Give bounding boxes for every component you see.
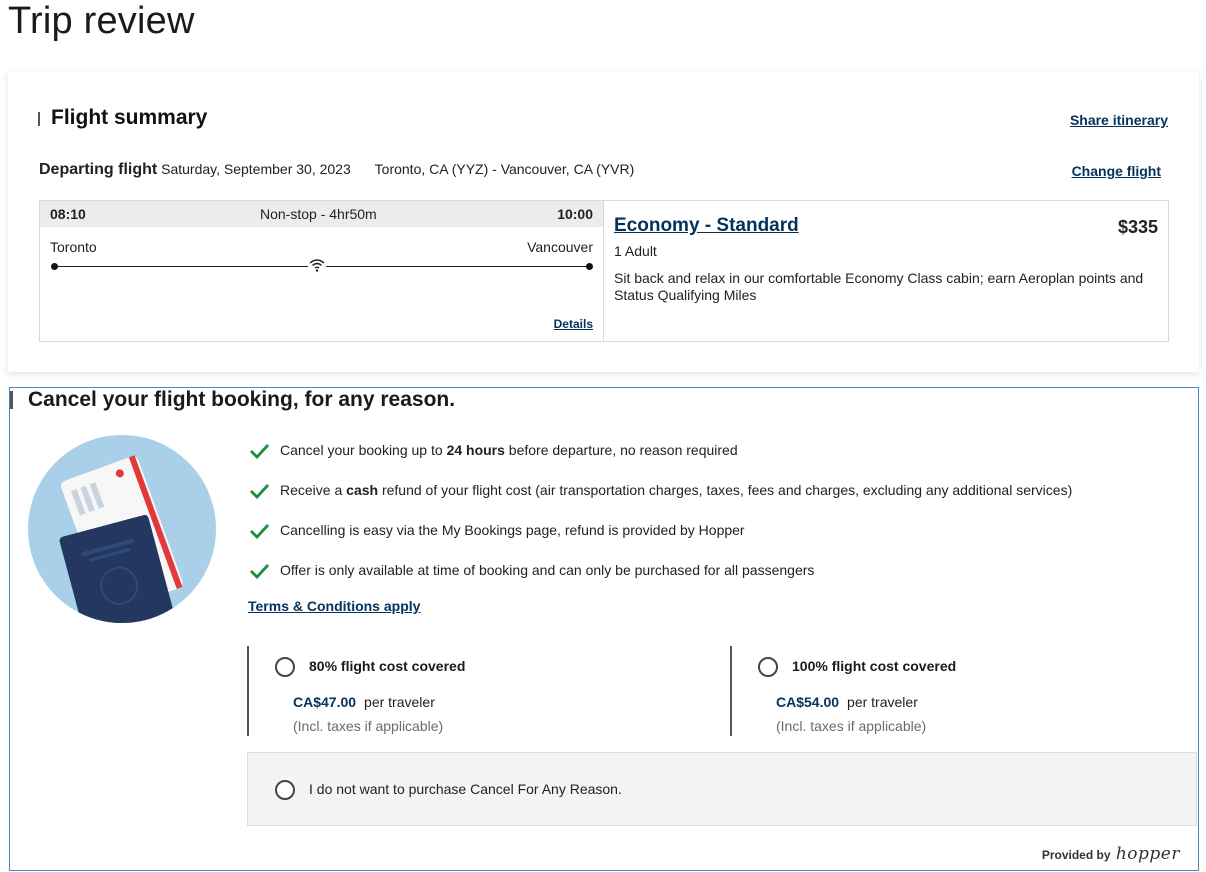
provided-by: [1042, 844, 1180, 864]
wifi-icon: [308, 257, 326, 273]
hopper-logo: hopper: [1115, 844, 1180, 864]
departure-time: 08:10: [50, 206, 86, 222]
check-icon: [248, 522, 270, 540]
option-amount: CA$54.00: [776, 694, 840, 710]
departing-flight-line: [39, 161, 634, 179]
benefit-item: [248, 560, 1072, 600]
change-flight-link[interactable]: Change flight: [1071, 163, 1161, 179]
destination-dot: [586, 263, 593, 270]
benefit-text: Receive a cash refund of your flight cost (air transportation charges, taxes, fees and charges, excluding any additional services): [280, 482, 1073, 498]
option-note: (Incl. taxes if applicable): [293, 718, 444, 734]
option-label: 80% flight cost covered: [309, 658, 466, 674]
flight-details-box: [39, 200, 1169, 342]
fare-info: [605, 201, 1169, 341]
flight-timeline-header: [40, 201, 603, 227]
benefit-item: [248, 480, 1072, 520]
flight-duration: Non-stop - 4hr50m: [260, 206, 377, 222]
departing-route: Toronto, CA (YYZ) - Vancouver, CA (YVR): [374, 161, 635, 177]
fare-price: $335: [1117, 217, 1158, 237]
option-note: (Incl. taxes if applicable): [776, 718, 927, 734]
coverage-option-100[interactable]: [730, 646, 1170, 736]
share-itinerary-link[interactable]: Share itinerary: [1069, 112, 1168, 128]
departing-date: Saturday, September 30, 2023: [161, 161, 351, 177]
benefit-item: [248, 520, 1072, 560]
cancel-title: Cancel your flight booking, for any reason.: [28, 388, 456, 411]
flight-summary-card: [8, 72, 1199, 372]
section-marker: [38, 112, 40, 126]
cancel-for-any-reason-card: [9, 387, 1199, 871]
departing-flight-label: Departing flight: [39, 161, 158, 178]
fare-description: Sit back and relax in our comfortable Economy Class cabin; earn Aeroplan points and Status Qualifying Miles: [614, 270, 1144, 303]
option-per: per traveler: [364, 694, 435, 710]
option-price: [776, 694, 918, 710]
decline-label: I do not want to purchase Cancel For Any Reason.: [309, 781, 622, 797]
radio-button[interactable]: [275, 657, 295, 677]
flight-summary-title: Flight summary: [51, 106, 208, 129]
section-marker: [10, 391, 13, 409]
passport-ticket-illustration: [27, 434, 217, 624]
option-label: 100% flight cost covered: [792, 658, 957, 674]
coverage-option-80[interactable]: [247, 646, 687, 736]
destination-city: Vancouver: [527, 239, 593, 255]
option-price: [293, 694, 435, 710]
radio-button[interactable]: [758, 657, 778, 677]
decline-option[interactable]: [247, 752, 1197, 826]
check-icon: [248, 482, 270, 500]
benefit-text: Cancel your booking up to 24 hours before departure, no reason required: [280, 442, 738, 458]
benefits-list: [248, 440, 1072, 600]
benefit-text: Offer is only available at time of booking and can only be purchased for all passengers: [280, 562, 815, 578]
check-icon: [248, 442, 270, 460]
flight-timeline: [40, 201, 604, 341]
option-amount: CA$47.00: [293, 694, 357, 710]
benefit-text: Cancelling is easy via the My Bookings page, refund is provided by Hopper: [280, 522, 745, 538]
fare-passengers: 1 Adult: [614, 243, 657, 259]
fare-name-link[interactable]: Economy - Standard: [614, 215, 799, 236]
origin-city: Toronto: [50, 239, 97, 255]
radio-button[interactable]: [275, 780, 295, 800]
benefit-item: [248, 440, 1072, 480]
arrival-time: 10:00: [557, 206, 593, 222]
terms-conditions-link[interactable]: Terms & Conditions apply: [248, 598, 421, 614]
check-icon: [248, 562, 270, 580]
page-title: Trip review: [8, 0, 195, 42]
flight-details-link[interactable]: Details: [553, 317, 593, 331]
option-per: per traveler: [847, 694, 918, 710]
origin-dot: [51, 263, 58, 270]
provided-by-label: Provided by: [1041, 848, 1111, 862]
